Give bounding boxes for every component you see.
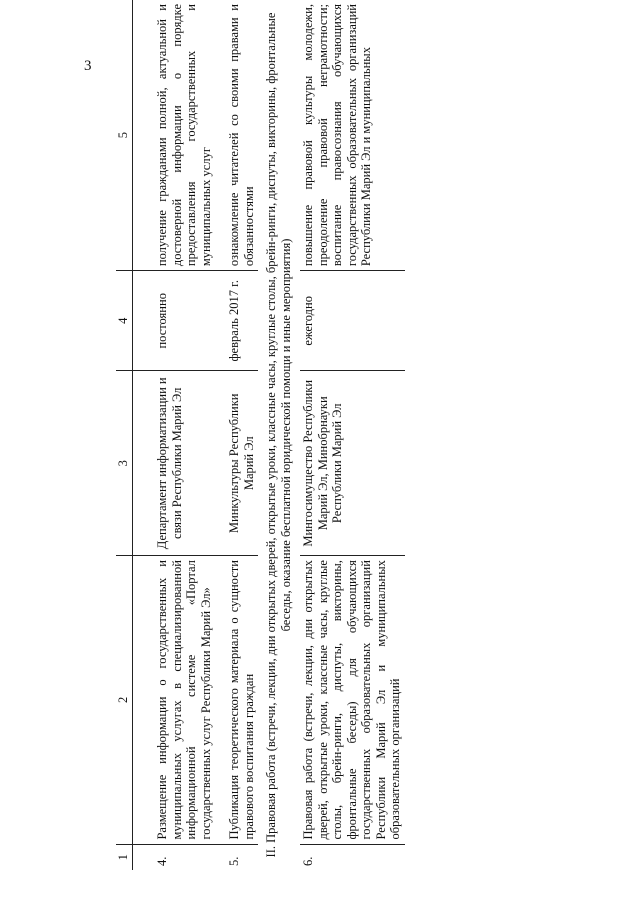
executor-cell: Минкультуры Республики Марий Эл [215, 371, 258, 556]
section-heading: II. Правовая работа (встречи, лекции, дни открытых дверей, открытые уроки, классные часы, круглые столы, брейн-ринги, диспуты, викторины, фронтальные беседы, оказание бесплатной юридической помощи и иные мероприятия) [264, 12, 293, 858]
activity-cell: Правовая работа (встречи, лекции, дни открытых дверей, открытые уроки, классные часы, круглые столы, брейн-ринги, диспуты, викторины, фронтальные беседы) для обучающихся государственных образовательных организаций Республики Марий Эл и муниципальных образовательных организаций [300, 556, 405, 844]
term-cell: февраль 2017 г. [215, 271, 258, 371]
header-col-3: 3 [116, 371, 133, 556]
header-col-1: 1 [116, 844, 133, 870]
header-col-5: 5 [116, 0, 133, 271]
result-cell: повышение правовой культуры молодежи, преодоление правовой неграмотности; воспитание правосознания обучающихся государственных образовательных организаций Республики Марий Эл и муниципальных [300, 0, 405, 271]
plan-table [116, 0, 405, 870]
term-cell: ежегодно [300, 271, 405, 371]
section-heading-row [258, 0, 300, 870]
result-cell: ознакомление читателей со своими правами и обязанностями [215, 0, 258, 271]
executor-cell: Мингосимущество Республики Марий Эл, Минобрнауки Республики Марий Эл [300, 371, 405, 556]
row-number: 5. [227, 856, 241, 866]
header-row [116, 0, 133, 870]
rotated-table-container [116, 0, 639, 870]
table-row [133, 0, 216, 870]
activity-cell: Публикация теоретического материала о сущности правового воспитания граждан [215, 556, 258, 844]
row-number: 6. [301, 856, 315, 866]
result-cell: получение гражданами полной, актуальной и достоверной информации о порядке предоставления государственных и муниципальных услуг [133, 0, 216, 271]
table-row [300, 0, 405, 870]
header-col-4: 4 [116, 271, 133, 371]
term-cell: постоянно [133, 271, 216, 371]
activity-cell: Размещение информации о государственных и муниципальных услугах в специализированной информационной системе «Портал государственных услуг Республики Марий Эл» [133, 556, 216, 844]
table-row [215, 0, 258, 870]
page-number: 3 [84, 58, 92, 74]
row-number: 4. [155, 856, 169, 866]
executor-cell: Департамент информатизации и связи Республики Марий Эл [133, 371, 216, 556]
header-col-2: 2 [116, 556, 133, 844]
